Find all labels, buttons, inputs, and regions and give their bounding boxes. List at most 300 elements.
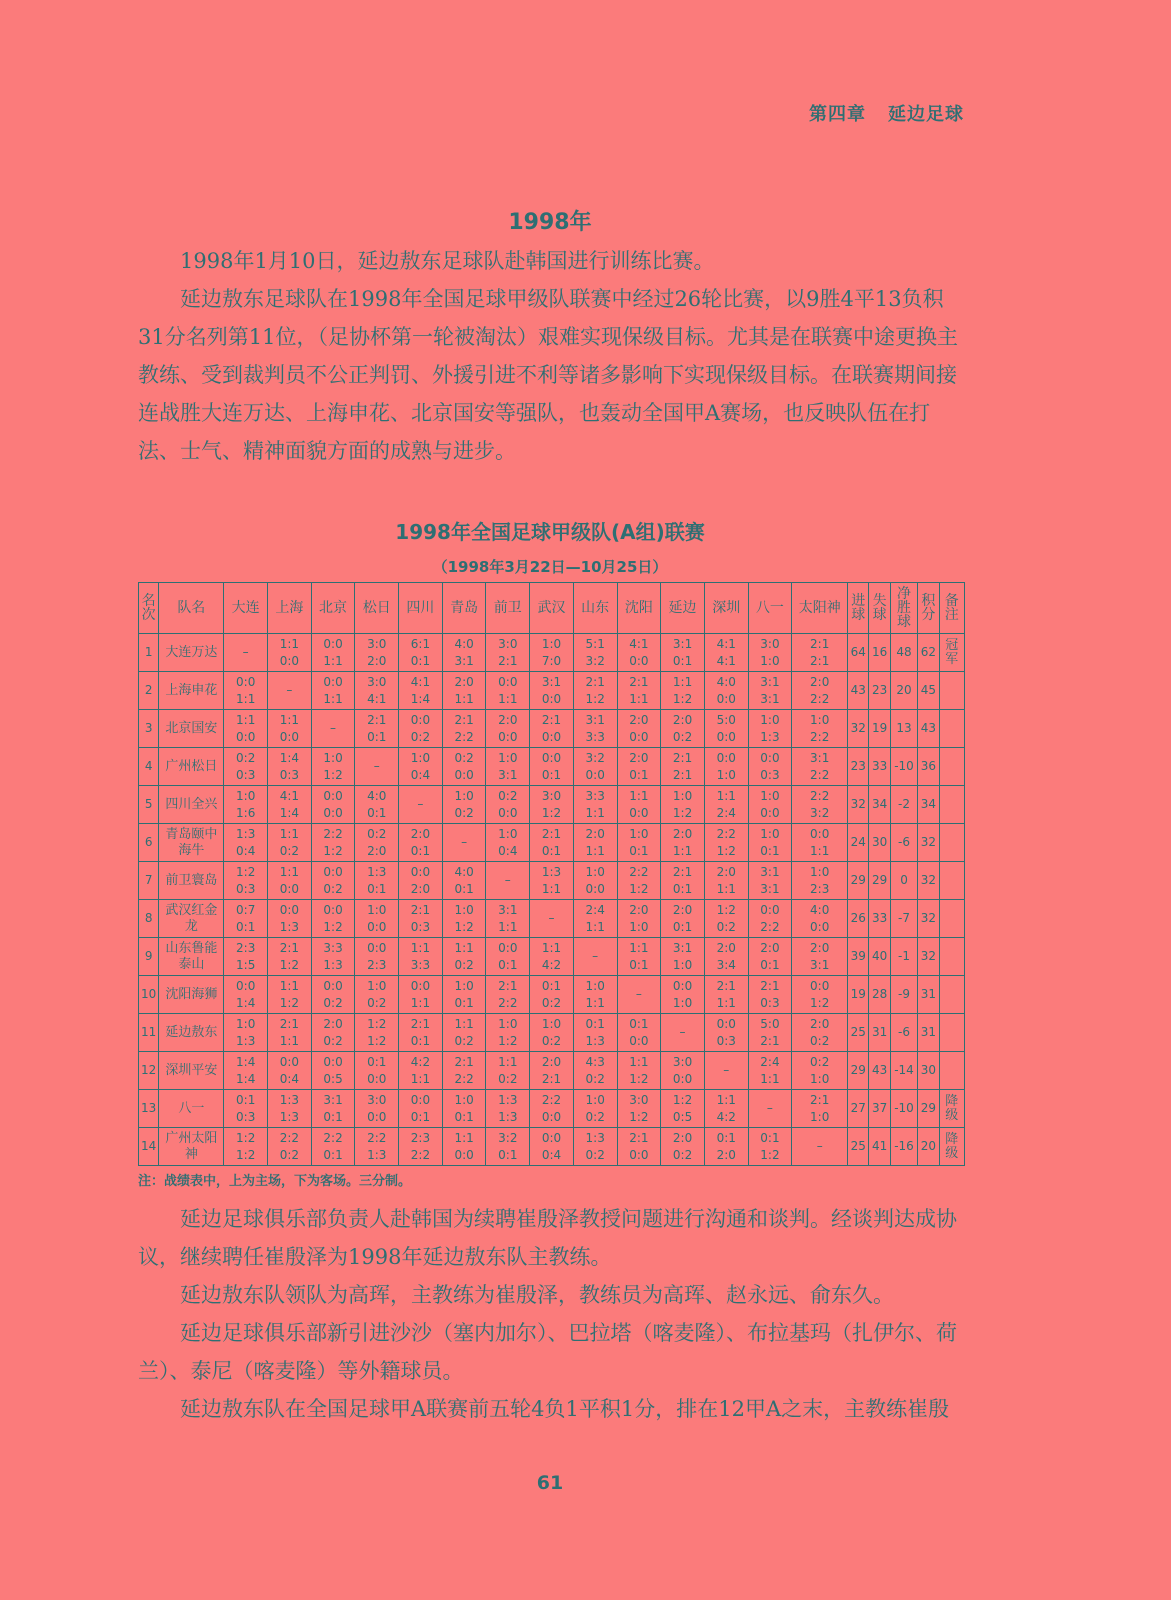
away-score: 1:5 (236, 957, 256, 972)
home-score: 1:1 (454, 1016, 474, 1031)
away-score: 0:0 (760, 805, 780, 820)
home-score: 2:3 (236, 940, 256, 955)
away-score: 0:2 (672, 729, 693, 744)
remark-cell: 降级 (939, 1128, 964, 1166)
away-score: 0:0 (629, 729, 649, 744)
goal-diff-cell: 48 (890, 634, 917, 672)
home-score: 3:1 (498, 902, 518, 917)
home-score: 2:0 (410, 826, 431, 841)
score-cell (573, 634, 617, 672)
score-cell (268, 938, 312, 976)
score-cell (704, 862, 748, 900)
away-score: 3:1 (498, 767, 518, 782)
score-cell (399, 710, 443, 748)
away-score: 1:0 (810, 1109, 830, 1124)
remark-cell (939, 938, 964, 976)
away-score: 0:1 (760, 843, 780, 858)
home-score: 0:1 (541, 978, 562, 993)
home-score: 2:1 (454, 1054, 474, 1069)
home-score: 5:1 (585, 636, 605, 651)
score-cell (792, 862, 848, 900)
remark-cell: 冠军 (939, 634, 964, 672)
score-cell (661, 900, 705, 938)
away-score: 0:4 (498, 843, 518, 858)
score-cell (399, 1014, 443, 1052)
away-score: 0:0 (279, 729, 300, 744)
away-score: 3:2 (585, 653, 605, 668)
table-row (139, 862, 965, 900)
home-score: 2:3 (410, 1130, 431, 1145)
away-score: 0:1 (672, 919, 693, 934)
away-score: 1:2 (672, 805, 693, 820)
away-score: 0:0 (236, 729, 256, 744)
score-cell (704, 824, 748, 862)
goals-for-cell: 24 (848, 824, 869, 862)
away-score: 1:1 (410, 1071, 431, 1086)
home-score: 0:2 (236, 750, 256, 765)
rank-cell: 1 (139, 634, 159, 672)
team-cell: 广州太阳神 (159, 1128, 224, 1166)
away-score: 0:1 (367, 881, 387, 896)
away-score: 1:2 (629, 1109, 649, 1124)
away-score: 1:1 (498, 691, 518, 706)
home-score: 0:0 (672, 978, 693, 993)
goal-diff-cell: -10 (890, 1090, 917, 1128)
home-score: 2:1 (629, 1130, 649, 1145)
home-score: 0:1 (716, 1130, 736, 1145)
column-header: 进球 (848, 583, 869, 634)
away-score: 1:4 (236, 1071, 256, 1086)
score-cell (355, 1128, 399, 1166)
score-cell (704, 938, 748, 976)
home-score: 1:1 (672, 674, 693, 689)
home-score: 1:3 (367, 864, 387, 879)
score-cell (224, 672, 268, 710)
table-row (139, 748, 965, 786)
goal-diff-cell: -16 (890, 1128, 917, 1166)
column-header: 延边 (661, 583, 705, 634)
points-cell: 32 (918, 862, 939, 900)
home-score: 0:0 (498, 940, 518, 955)
away-score: 0:2 (498, 1071, 518, 1086)
away-score: 2:0 (367, 843, 387, 858)
home-score: 0:0 (279, 1054, 300, 1069)
column-header: 四川 (399, 583, 443, 634)
score-cell (399, 672, 443, 710)
away-score: 0:2 (541, 995, 562, 1010)
score-cell (311, 710, 355, 748)
score-cell (617, 976, 661, 1014)
score-cell (573, 824, 617, 862)
away-score: 4:2 (541, 957, 562, 972)
home-score: 1:1 (629, 1054, 649, 1069)
table-row (139, 1052, 965, 1090)
home-score: 1:0 (454, 788, 474, 803)
goals-against-cell: 29 (869, 862, 890, 900)
away-score: 0:1 (672, 881, 693, 896)
score-cell (486, 748, 530, 786)
home-score: – (723, 1063, 730, 1077)
home-score: 3:3 (323, 940, 343, 955)
home-score: 3:2 (585, 750, 605, 765)
goals-for-cell: 32 (848, 786, 869, 824)
table-row (139, 824, 965, 862)
away-score: 0:3 (760, 767, 780, 782)
away-score: 1:0 (672, 957, 693, 972)
away-score: 2:2 (498, 995, 518, 1010)
column-header: 失球 (869, 583, 890, 634)
home-score: 5:0 (760, 1016, 780, 1031)
table-row (139, 786, 965, 824)
score-cell (748, 824, 792, 862)
score-cell (311, 900, 355, 938)
away-score: 0:2 (367, 995, 387, 1010)
away-score: 0:0 (454, 1147, 474, 1162)
goals-against-cell: 19 (869, 710, 890, 748)
away-score: 0:2 (410, 729, 431, 744)
score-cell (792, 672, 848, 710)
goals-for-cell: 64 (848, 634, 869, 672)
score-cell (311, 634, 355, 672)
rank-cell: 5 (139, 786, 159, 824)
home-score: 4:1 (716, 636, 736, 651)
away-score: 1:1 (323, 691, 343, 706)
goals-against-cell: 28 (869, 976, 890, 1014)
away-score: 0:2 (585, 1147, 605, 1162)
away-score: 4:1 (716, 653, 736, 668)
goals-for-cell: 27 (848, 1090, 869, 1128)
home-score: 2:1 (629, 674, 649, 689)
away-score: 1:2 (279, 995, 300, 1010)
home-score: 3:0 (760, 636, 780, 651)
goal-diff-cell: -1 (890, 938, 917, 976)
away-score: 0:2 (716, 919, 736, 934)
away-score: 2:3 (367, 957, 387, 972)
score-cell (224, 1052, 268, 1090)
score-cell (311, 1128, 355, 1166)
score-cell (311, 824, 355, 862)
table-row (139, 938, 965, 976)
home-score: 3:0 (367, 636, 387, 651)
away-score: 1:1 (585, 995, 605, 1010)
away-score: 1:3 (367, 1147, 387, 1162)
score-cell (748, 938, 792, 976)
away-score: 1:0 (810, 1071, 830, 1086)
table-row (139, 634, 965, 672)
home-score: 2:0 (810, 1016, 830, 1031)
away-score: 0:1 (498, 1147, 518, 1162)
score-cell (486, 1128, 530, 1166)
home-score: 1:3 (585, 1130, 605, 1145)
home-score: 2:0 (716, 940, 736, 955)
score-cell (748, 900, 792, 938)
team-cell: 沈阳海狮 (159, 976, 224, 1014)
away-score: 2:1 (541, 1071, 562, 1086)
goals-against-cell: 33 (869, 748, 890, 786)
home-score: 2:1 (672, 864, 693, 879)
score-cell (311, 938, 355, 976)
goals-against-cell: 34 (869, 786, 890, 824)
score-cell (355, 1090, 399, 1128)
score-cell (792, 748, 848, 786)
chapter-number: 第四章 (809, 104, 866, 125)
away-score: 1:2 (323, 919, 343, 934)
score-cell (617, 1128, 661, 1166)
home-score: 1:1 (454, 1130, 474, 1145)
away-score: 1:4 (236, 995, 256, 1010)
score-cell (355, 786, 399, 824)
home-score: 5:0 (716, 712, 736, 727)
score-cell (573, 1128, 617, 1166)
home-score: 1:1 (410, 940, 431, 955)
away-score: 0:0 (629, 805, 649, 820)
away-score: 1:1 (454, 691, 474, 706)
goals-against-cell: 37 (869, 1090, 890, 1128)
home-score: 0:0 (716, 1016, 736, 1031)
goals-for-cell: 32 (848, 710, 869, 748)
score-cell (530, 824, 574, 862)
score-cell (268, 824, 312, 862)
away-score: 1:2 (323, 843, 343, 858)
home-score: 0:0 (541, 1130, 562, 1145)
home-score: 3:2 (498, 1130, 518, 1145)
home-score: 2:1 (672, 750, 693, 765)
away-score: 0:1 (410, 1109, 431, 1124)
home-score: 4:3 (585, 1054, 605, 1069)
away-score: 2:2 (760, 919, 780, 934)
score-cell (617, 672, 661, 710)
home-score: 1:3 (498, 1092, 518, 1107)
away-score: 3:3 (410, 957, 431, 972)
remark-cell (939, 1052, 964, 1090)
home-score: 0:0 (410, 864, 431, 879)
score-cell (268, 1014, 312, 1052)
score-cell (530, 862, 574, 900)
score-cell (748, 748, 792, 786)
away-score: 1:3 (236, 1033, 256, 1048)
score-cell (442, 748, 486, 786)
away-score: 0:3 (279, 767, 300, 782)
home-score: – (766, 1101, 773, 1115)
away-score: 1:2 (716, 843, 736, 858)
team-cell: 八一 (159, 1090, 224, 1128)
away-score: 0:0 (629, 653, 649, 668)
away-score: 3:4 (716, 957, 736, 972)
home-score: 0:0 (236, 674, 256, 689)
remark-cell (939, 786, 964, 824)
score-cell (617, 1052, 661, 1090)
table-row (139, 900, 965, 938)
away-score: 2:0 (410, 881, 431, 896)
score-cell (224, 900, 268, 938)
home-score: 1:0 (760, 712, 780, 727)
home-score: 1:0 (541, 636, 562, 651)
points-cell: 45 (918, 672, 939, 710)
score-cell (268, 634, 312, 672)
score-cell (530, 938, 574, 976)
score-cell (704, 976, 748, 1014)
home-score: 2:2 (810, 788, 830, 803)
score-cell (573, 862, 617, 900)
home-score: 2:0 (672, 902, 693, 917)
home-score: 4:0 (367, 788, 387, 803)
team-cell: 深圳平安 (159, 1052, 224, 1090)
team-cell: 前卫寰岛 (159, 862, 224, 900)
home-score: 2:0 (454, 674, 474, 689)
score-cell (617, 748, 661, 786)
score-cell (573, 786, 617, 824)
score-cell (268, 748, 312, 786)
paragraph: 延边敖东队领队为高珲，主教练为崔殷泽，教练员为高珲、赵永远、俞东久。 (180, 1283, 894, 1307)
points-cell: 31 (918, 976, 939, 1014)
score-cell (442, 1014, 486, 1052)
table-row (139, 672, 965, 710)
goal-diff-cell: 13 (890, 710, 917, 748)
home-score: 2:1 (716, 978, 736, 993)
score-cell (748, 976, 792, 1014)
rank-cell: 8 (139, 900, 159, 938)
away-score: 0:1 (454, 881, 474, 896)
score-cell (748, 710, 792, 748)
home-score: 1:2 (236, 1130, 256, 1145)
score-cell (661, 938, 705, 976)
score-cell (355, 976, 399, 1014)
home-score: 1:0 (323, 750, 343, 765)
column-header: 八一 (748, 583, 792, 634)
away-score: 1:2 (629, 881, 649, 896)
home-score: 4:0 (810, 902, 830, 917)
score-cell (792, 900, 848, 938)
score-cell (661, 748, 705, 786)
team-cell: 武汉红金龙 (159, 900, 224, 938)
home-score: 2:2 (367, 1130, 387, 1145)
home-score: 0:0 (323, 902, 343, 917)
score-cell (661, 634, 705, 672)
away-score: 0:3 (716, 1033, 736, 1048)
score-cell (224, 862, 268, 900)
column-header: 大连 (224, 583, 268, 634)
home-score: – (242, 645, 249, 659)
away-score: 0:2 (323, 881, 343, 896)
home-score: 1:1 (236, 712, 256, 727)
score-cell (399, 1090, 443, 1128)
score-cell (661, 710, 705, 748)
away-score: 1:4 (410, 691, 431, 706)
away-score: 0:0 (367, 919, 387, 934)
goals-for-cell: 25 (848, 1128, 869, 1166)
score-cell (573, 1014, 617, 1052)
score-cell (661, 824, 705, 862)
score-cell (748, 1128, 792, 1166)
score-cell (573, 938, 617, 976)
home-score: 1:0 (367, 902, 387, 917)
score-cell (617, 900, 661, 938)
score-cell (442, 710, 486, 748)
home-score: 2:1 (454, 712, 474, 727)
home-score: 2:1 (810, 1092, 830, 1107)
away-score: 4:2 (716, 1109, 736, 1124)
score-cell (268, 786, 312, 824)
home-score: 1:2 (672, 1092, 693, 1107)
home-score: 1:0 (672, 788, 693, 803)
home-score: 4:1 (410, 674, 431, 689)
column-header: 净胜球 (890, 583, 917, 634)
away-score: 0:1 (629, 843, 649, 858)
score-cell (792, 634, 848, 672)
home-score: 3:1 (585, 712, 605, 727)
away-score: 1:2 (236, 1147, 256, 1162)
score-cell (748, 672, 792, 710)
home-score: 1:0 (454, 1092, 474, 1107)
away-score: 0:0 (498, 729, 518, 744)
away-score: 0:4 (236, 843, 256, 858)
table-row (139, 1128, 965, 1166)
away-score: 1:2 (454, 919, 474, 934)
goals-for-cell: 43 (848, 672, 869, 710)
home-score: 1:1 (629, 940, 649, 955)
home-score: 1:0 (498, 750, 518, 765)
away-score: 1:2 (810, 995, 830, 1010)
score-cell (355, 710, 399, 748)
home-score: 1:1 (279, 864, 300, 879)
points-cell: 62 (918, 634, 939, 672)
score-cell (530, 786, 574, 824)
home-score: 1:0 (585, 978, 605, 993)
league-table (138, 582, 965, 1166)
away-score: 0:0 (498, 805, 518, 820)
away-score: 1:4 (279, 805, 300, 820)
home-score: – (592, 949, 599, 963)
away-score: 1:1 (810, 843, 830, 858)
score-cell (399, 862, 443, 900)
away-score: 0:0 (541, 1109, 562, 1124)
goal-diff-cell: -14 (890, 1052, 917, 1090)
away-score: 0:2 (585, 1109, 605, 1124)
home-score: 0:2 (498, 788, 518, 803)
away-score: 1:1 (585, 805, 605, 820)
home-score: 1:1 (498, 1054, 518, 1069)
page-number: 61 (536, 1472, 564, 1494)
away-score: 0:0 (629, 1033, 649, 1048)
score-cell (617, 786, 661, 824)
home-score: – (635, 987, 642, 1001)
home-score: 4:2 (410, 1054, 431, 1069)
score-cell (224, 634, 268, 672)
score-cell (311, 748, 355, 786)
home-score: 2:1 (498, 978, 518, 993)
score-cell (748, 1090, 792, 1128)
away-score: 0:1 (236, 919, 256, 934)
away-score: 1:3 (498, 1109, 518, 1124)
running-header (809, 100, 964, 126)
score-cell (399, 634, 443, 672)
away-score: 3:1 (810, 957, 830, 972)
score-cell (530, 710, 574, 748)
home-score: 1:0 (236, 788, 256, 803)
table-row (139, 1014, 965, 1052)
away-score: 1:2 (498, 1033, 518, 1048)
home-score: 3:0 (629, 1092, 649, 1107)
home-score: 3:0 (672, 1054, 693, 1069)
score-cell (224, 1090, 268, 1128)
away-score: 0:1 (410, 1033, 431, 1048)
score-cell (442, 1128, 486, 1166)
score-cell (268, 672, 312, 710)
home-score: 1:1 (279, 636, 300, 651)
goals-against-cell: 41 (869, 1128, 890, 1166)
home-score: 0:0 (760, 750, 780, 765)
score-cell (399, 900, 443, 938)
